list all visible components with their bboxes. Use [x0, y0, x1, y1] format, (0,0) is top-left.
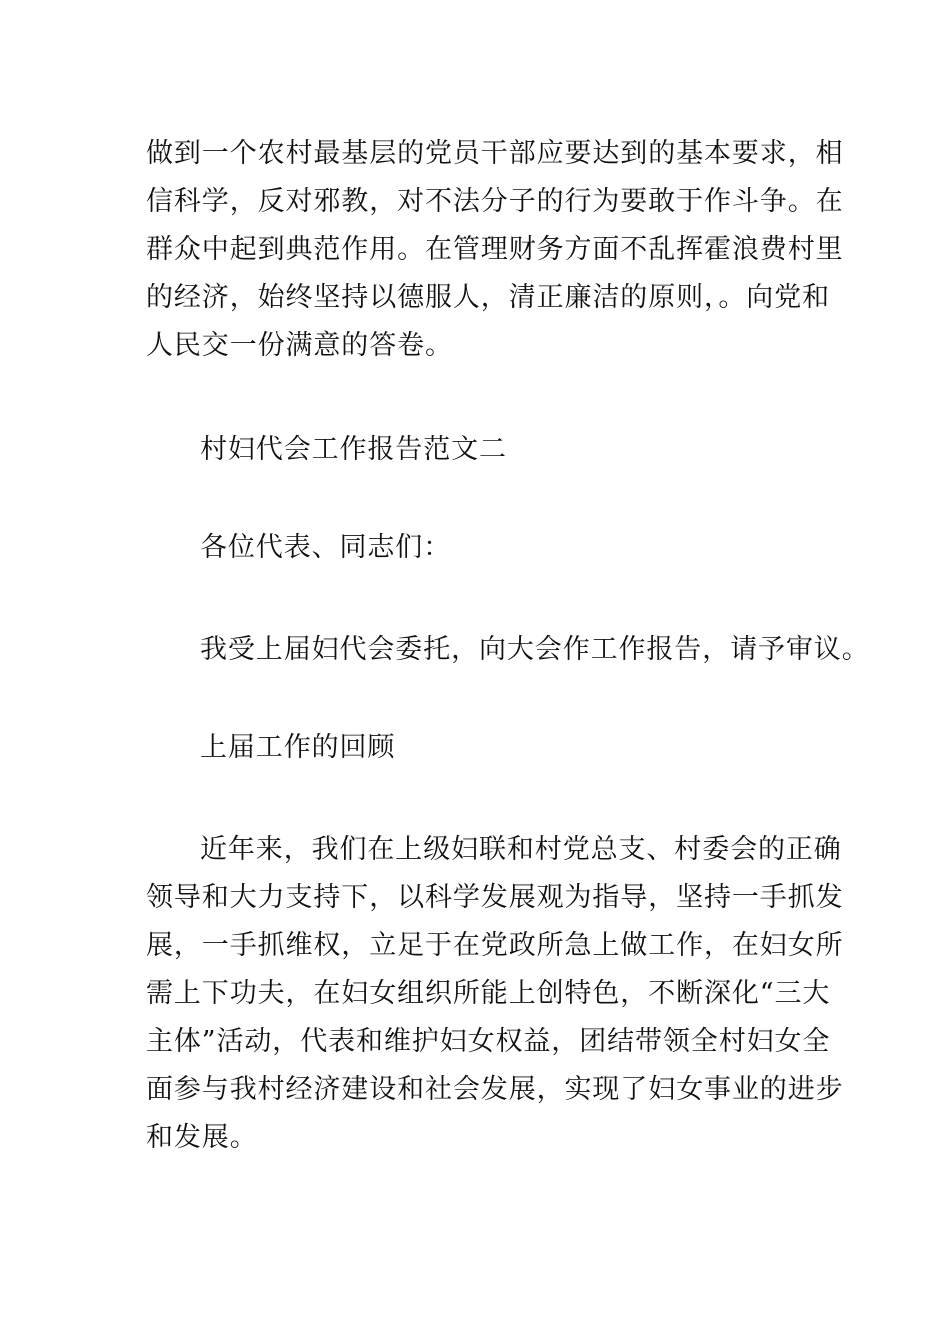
salutation: 各位代表、同志们： [200, 532, 452, 563]
paragraph-1-line: 信科学，反对邪教，对不法分子的行为要敢于作斗争。在 [146, 186, 844, 217]
paragraph-1-line: 人民交一份满意的答卷。 [146, 330, 453, 361]
paragraph-2-line: 领导和大力支持下，以科学发展观为指导，坚持一手抓发 [146, 882, 844, 913]
heading-2-block [146, 426, 806, 474]
paragraph-2-line: 近年来，我们在上级妇联和村党总支、村委会的正确 [200, 834, 842, 865]
paragraph-1-line: 群众中起到典范作用。在管理财务方面不乱挥霍浪费村里 [146, 234, 844, 265]
paragraph-1-line: 做到一个农村最基层的党员干部应要达到的基本要求，相 [146, 138, 844, 169]
paragraph-2 [146, 826, 844, 1162]
paragraph-1 [146, 130, 844, 370]
paragraph-2-line: 和发展。 [146, 1122, 258, 1153]
paragraph-2-line: 展，一手抓维权，立足于在党政所急上做工作，在妇女所 [146, 930, 844, 961]
section-title: 上届工作的回顾 [200, 732, 396, 763]
intro-block [146, 626, 870, 674]
salutation-block [146, 524, 806, 572]
intro-text: 我受上届妇代会委托，向大会作工作报告，请予审议。 [200, 634, 870, 665]
paragraph-2-line: 主体”活动，代表和维护妇女权益，团结带领全村妇女全 [146, 1026, 831, 1057]
paragraph-1-line: 的经济，始终坚持以德服人，清正廉洁的原则，。向党和 [146, 282, 830, 313]
section-heading: 村妇代会工作报告范文二 [200, 434, 507, 465]
paragraph-2-line: 需上下功夫，在妇女组织所能上创特色，不断深化“三大 [146, 978, 831, 1009]
paragraph-2-line: 面参与我村经济建设和社会发展，实现了妇女事业的进步 [146, 1074, 844, 1105]
section-title-block [146, 724, 806, 772]
